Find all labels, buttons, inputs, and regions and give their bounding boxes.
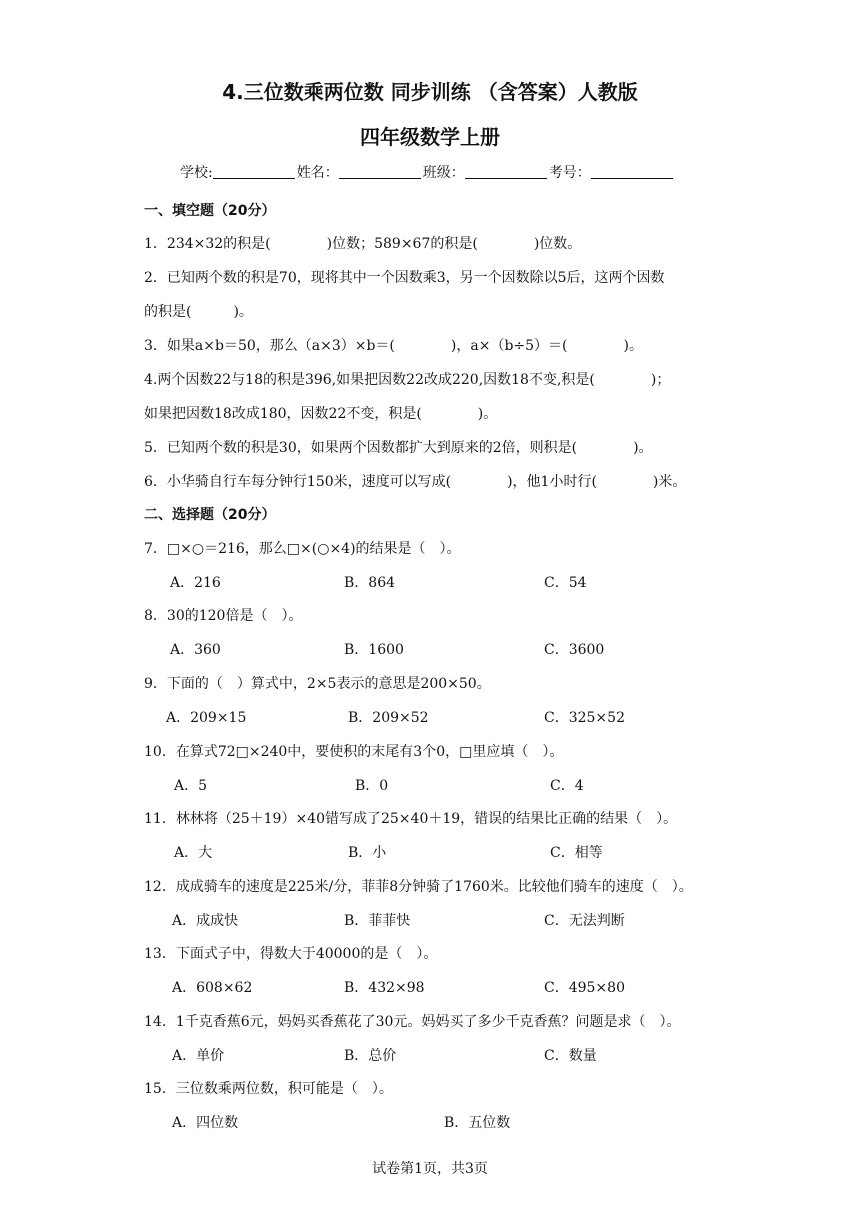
question-line: 2．已知两个数的积是70，现将其中一个因数乘3，另一个因数除以5后，这两个因数 (144, 270, 665, 286)
question-stem: 9．下面的（ ）算式中，2×5表示的意思是200×50。 (144, 676, 491, 692)
option-a[interactable]: A．216 (170, 575, 221, 591)
option-a[interactable]: A．单价 (172, 1048, 225, 1064)
option-b[interactable]: B．总价 (344, 1048, 397, 1064)
option-c[interactable]: C．数量 (544, 1048, 597, 1064)
option-b[interactable]: B．864 (344, 575, 396, 591)
name-blank[interactable] (339, 164, 421, 179)
name-label: 姓名： (296, 165, 339, 181)
option-b[interactable]: B．菲菲快 (344, 913, 411, 929)
school-label: 学校: (180, 165, 213, 181)
question-line: 3．如果a×b＝50，那么（a×3）×b＝( )，a×（b÷5）＝( )。 (144, 338, 643, 354)
option-c[interactable]: C．495×80 (544, 980, 625, 996)
question-line: 如果把因数18改成180，因数22不变，积是( )。 (144, 406, 498, 422)
option-a[interactable]: A．大 (174, 845, 213, 861)
question-line: 的积是( )。 (144, 304, 253, 320)
section-heading-choice: 二、选择题（20分） (144, 507, 276, 523)
question-stem: 13．下面式子中，得数大于40000的是（ ）。 (144, 946, 438, 962)
option-b[interactable]: B．1600 (344, 642, 404, 658)
option-c[interactable]: C．54 (544, 575, 587, 591)
option-a[interactable]: A．360 (170, 642, 221, 658)
student-info-row (180, 162, 675, 182)
option-c[interactable]: C．325×52 (544, 710, 625, 726)
number-label: 考号： (548, 165, 591, 181)
option-b[interactable]: B．小 (348, 845, 387, 861)
class-blank[interactable] (465, 164, 547, 179)
option-b[interactable]: B．0 (355, 778, 389, 794)
page-footer: 试卷第1页，共3页 (372, 1161, 488, 1177)
question-stem: 7．□×○＝216，那么□×(○×4)的结果是（ ）。 (144, 541, 461, 557)
page-title: 4.三位数乘两位数 同步训练 （含答案）人教版 (222, 80, 638, 104)
number-blank[interactable] (591, 164, 673, 179)
option-b[interactable]: B．209×52 (348, 710, 429, 726)
question-line: 6．小华骑自行车每分钟行150米，速度可以写成( )，他1小时行( )米。 (144, 474, 687, 490)
option-b[interactable]: B．432×98 (344, 980, 425, 996)
class-label: 班级： (422, 165, 465, 181)
option-c[interactable]: C．4 (550, 778, 584, 794)
option-c[interactable]: C．相等 (550, 845, 603, 861)
option-a[interactable]: A．209×15 (166, 710, 247, 726)
section-heading-fill: 一、填空题（20分） (144, 203, 276, 219)
option-a[interactable]: A．5 (174, 778, 208, 794)
question-stem: 14．1千克香蕉6元，妈妈买香蕉花了30元。妈妈买了多少千克香蕉？问题是求（ ）。 (144, 1014, 681, 1030)
question-line: 4.两个因数22与18的积是396,如果把因数22改成220,因数18不变,积是( )； (144, 372, 671, 388)
question-stem: 10．在算式72□×240中，要使积的末尾有3个0，□里应填（ ）。 (144, 744, 564, 760)
option-a[interactable]: A．四位数 (172, 1115, 239, 1131)
question-stem: 11．林林将（25＋19）×40错写成了25×40＋19，错误的结果比正确的结果（ ）。 (144, 811, 678, 827)
option-c[interactable]: C．无法判断 (544, 913, 625, 929)
option-a[interactable]: A．608×62 (172, 980, 253, 996)
question-line: 1．234×32的积是( )位数；589×67的积是( )位数。 (144, 236, 582, 252)
question-line: 5．已知两个数的积是30，如果两个因数都扩大到原来的2倍，则积是( )。 (144, 440, 653, 456)
school-blank[interactable] (213, 164, 295, 179)
option-b[interactable]: B．五位数 (444, 1115, 511, 1131)
question-stem: 15．三位数乘两位数，积可能是（ ）。 (144, 1081, 393, 1097)
question-stem: 12．成成骑车的速度是225米/分，菲菲8分钟骑了1760米。比较他们骑车的速度（ ）。 (144, 879, 693, 895)
option-c[interactable]: C．3600 (544, 642, 605, 658)
option-a[interactable]: A．成成快 (172, 913, 239, 929)
question-stem: 8．30的120倍是（ ）。 (144, 608, 303, 624)
page-subtitle: 四年级数学上册 (360, 125, 500, 149)
